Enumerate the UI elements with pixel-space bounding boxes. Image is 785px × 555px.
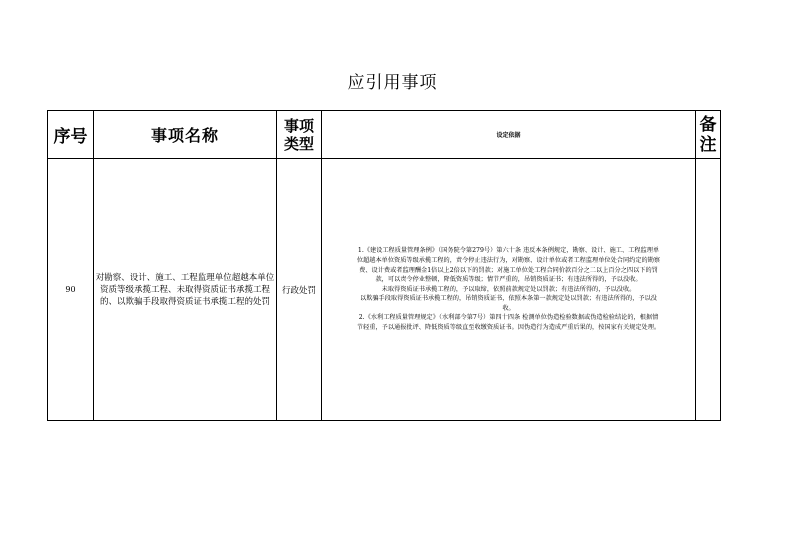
cell-type: 行政处罚 xyxy=(277,159,322,421)
table-header-row xyxy=(48,111,721,159)
cell-note xyxy=(696,159,721,421)
basis-line: 款，可以责令停业整顿，降低资质等级；情节严重的，吊销资质证书；有违法所得的，予以没收。 xyxy=(375,276,642,284)
cell-name: 对勘察、设计、施工、工程监理单位超越本单位资质等级承揽工程、未取得资质证书承揽工程的、以欺骗手段取得资质证书承揽工程的处罚 xyxy=(94,159,277,421)
header-note-text: 备注 xyxy=(699,114,717,155)
basis-line: 2.《水利工程质量管理规定》（水利部令第7号）第四十四条 检测单位伪造检验数据或伪造检验结论的，根据情 xyxy=(358,314,659,322)
page-title: 应引用事项 xyxy=(347,73,438,93)
header-no: 序号 xyxy=(48,111,94,159)
items-table xyxy=(47,110,721,421)
header-type xyxy=(277,111,322,159)
cell-no: 90 xyxy=(48,159,94,421)
table-row xyxy=(48,159,721,421)
header-type-text: 事项类型 xyxy=(283,116,314,153)
header-name: 事项名称 xyxy=(94,111,277,159)
header-basis: 设定依据 xyxy=(322,111,696,159)
basis-line: 位超越本单位资质等级承揽工程的，责令停止违法行为，对勘察、设计单位或者工程监理单位处合同约定的勘察 xyxy=(356,256,661,264)
basis-line: 未取得资质证书承揽工程的，予以取缔，依照前款规定处以罚款；有违法所得的，予以没收。 xyxy=(381,285,636,293)
cell-basis xyxy=(322,159,696,421)
basis-line: 1.《建设工程质量管理条例》（国务院令第279号）第六十条 违反本条例规定，勘察、设计、施工、工程监理单 xyxy=(357,247,660,255)
basis-line: 费、设计费或者监理酬金1倍以上2倍以下的罚款；对施工单位处工程合同价款百分之二以上百分之四以下的罚 xyxy=(359,266,658,274)
basis-line: 以欺骗手段取得资质证书承揽工程的，吊销资质证书，依照本条第一款规定处以罚款；有违法所得的，予以没 xyxy=(360,295,657,303)
header-note xyxy=(696,111,721,159)
basis-line: 收。 xyxy=(502,304,515,312)
basis-line: 节轻重，予以通报批评、降低资质等级直至收缴资质证书。因伪造行为造成严重后果的，按国家有关规定处理。 xyxy=(356,324,661,332)
